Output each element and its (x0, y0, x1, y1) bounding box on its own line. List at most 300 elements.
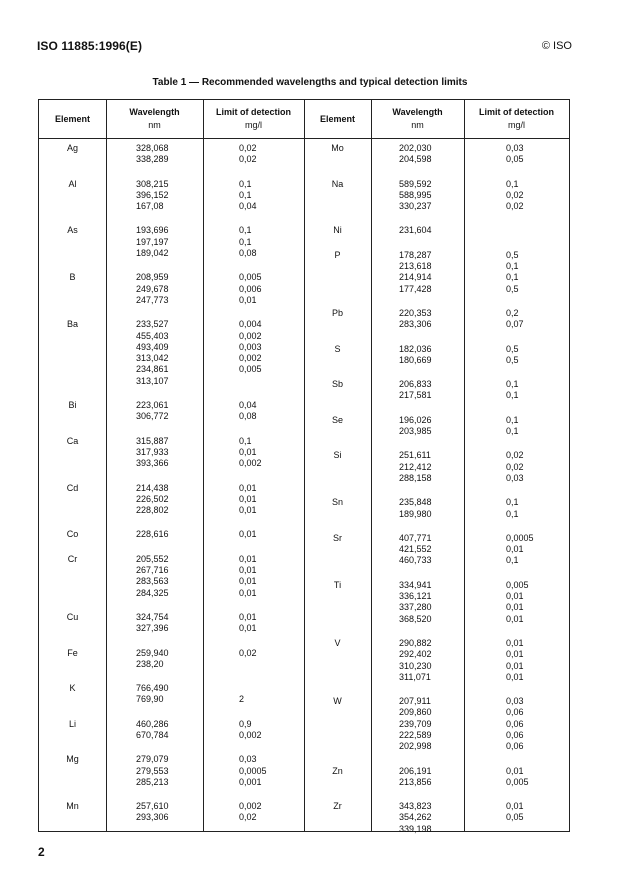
element-group (239, 400, 267, 423)
element-group (136, 719, 169, 742)
element-group (39, 801, 106, 824)
column-divider (464, 100, 465, 831)
element-group (39, 754, 106, 788)
element-group (239, 754, 267, 788)
element-group (239, 683, 267, 706)
wavelength-value: 233,527 (136, 319, 169, 330)
wavelength-value: 251,611 (399, 450, 431, 461)
element-group (506, 497, 534, 520)
detection-limit-value: 0,02 (239, 812, 257, 823)
wavelength-value: 293,306 (136, 812, 169, 823)
detection-limit-value: 0,01 (239, 505, 257, 516)
element-symbol: Zn (332, 765, 343, 776)
table-title: Table 1 — Recommended wavelengths and typical detection limits (152, 77, 468, 88)
detection-limit-value: 0,01 (239, 294, 257, 305)
element-group (399, 450, 432, 484)
element-symbol: Fe (67, 647, 78, 658)
wavelength-value: 182,036 (399, 343, 432, 354)
detection-limit-value: 0,01 (506, 765, 524, 776)
wavelength-value: 324,754 (136, 611, 169, 622)
element-symbol (304, 201, 371, 212)
detection-limits-table (38, 99, 570, 832)
element-symbol: Cd (66, 482, 79, 493)
detection-limit-value: 0,004 (239, 319, 262, 330)
detection-limit-value: 0,05 (506, 154, 524, 165)
detection-limit-value: 0,01 (239, 576, 257, 587)
detection-limit-value: 0,07 (506, 319, 524, 330)
wavelength-value: 279,079 (136, 754, 169, 765)
element-group (136, 554, 169, 599)
detection-limit-value: 0,9 (239, 718, 252, 729)
element-symbol (39, 190, 106, 201)
detection-limit-value: 0,1 (506, 426, 519, 437)
detection-limit-value: 0,01 (239, 623, 257, 634)
element-group (239, 801, 267, 824)
wavelength-value: 213,856 (399, 776, 432, 787)
detection-limit-value: 0,1 (506, 414, 519, 425)
element-group (239, 719, 267, 742)
detection-limit-value (239, 659, 267, 670)
page-number: 2 (38, 845, 45, 859)
wavelength-value: 189,042 (136, 248, 169, 259)
wavelength-value: 283,306 (399, 319, 432, 330)
wavelength-value: 257,610 (136, 801, 169, 812)
wavelength-value: 368,520 (399, 613, 432, 624)
wavelength-value: 231,604 (399, 225, 432, 236)
header-wavelength-unit: nm (411, 120, 424, 130)
header-wavelength-unit: nm (148, 120, 161, 130)
element-symbol (39, 623, 106, 634)
detection-limit-value: 0,08 (239, 248, 257, 259)
element-group (39, 436, 106, 470)
element-symbol (39, 730, 106, 741)
element-symbol: K (69, 683, 76, 694)
element-group (136, 400, 169, 423)
right-element-column (304, 143, 371, 848)
detection-limit-value: 0,01 (239, 482, 257, 493)
element-symbol (304, 284, 371, 295)
wavelength-value: 310,230 (399, 660, 432, 671)
detection-limit-value: 0,02 (239, 143, 257, 153)
element-symbol: Cu (66, 611, 79, 622)
element-symbol: V (334, 637, 341, 648)
element-symbol (39, 565, 106, 576)
element-group (136, 319, 169, 387)
element-symbol (304, 272, 371, 283)
detection-limit-value: 0,1 (239, 178, 252, 189)
detection-limit-value: 0,1 (239, 189, 252, 200)
element-group (136, 612, 169, 635)
element-group (239, 529, 267, 540)
element-group (399, 225, 432, 236)
element-group (239, 225, 267, 259)
element-group (39, 683, 106, 706)
wavelength-value: 196,026 (399, 414, 432, 425)
element-symbol: Bi (68, 400, 77, 411)
element-symbol (39, 353, 106, 364)
element-symbol (304, 730, 371, 741)
element-group (304, 801, 371, 835)
element-symbol (304, 426, 371, 437)
wavelength-value: 189,980 (399, 508, 432, 519)
right-limit-column (506, 143, 534, 848)
element-symbol (39, 576, 106, 587)
header-wavelength-label: Wavelength (392, 107, 443, 117)
element-symbol (304, 190, 371, 201)
element-symbol: Zr (333, 801, 342, 812)
wavelength-value: 217,581 (399, 390, 432, 401)
wavelength-value: 205,552 (136, 553, 169, 564)
wavelength-value: 328,068 (136, 143, 169, 153)
wavelength-value: 311,071 (399, 671, 431, 682)
wavelength-value: 202,030 (399, 143, 432, 153)
detection-limit-value: 0,03 (506, 472, 524, 483)
wavelength-value: 343,823 (399, 801, 432, 812)
element-group (304, 533, 371, 567)
detection-limit-value: 0,01 (239, 587, 257, 598)
wavelength-value: 407,771 (399, 532, 432, 543)
element-group (506, 696, 534, 752)
element-group (39, 612, 106, 635)
detection-limit-value: 0,1 (506, 379, 519, 390)
element-group (506, 766, 534, 789)
wavelength-value: 284,325 (136, 587, 169, 598)
element-group (506, 143, 534, 166)
detection-limit-value: 0,005 (506, 579, 529, 590)
element-group (304, 450, 371, 484)
element-symbol: Mn (66, 801, 79, 812)
element-group (136, 801, 169, 824)
element-group (506, 225, 534, 236)
element-symbol: Pb (331, 307, 343, 318)
element-group (304, 179, 371, 213)
detection-limit-value: 0,1 (506, 497, 519, 508)
element-symbol (304, 824, 371, 835)
element-symbol: Ni (333, 225, 342, 236)
detection-limit-value: 0,1 (506, 178, 519, 189)
detection-limit-value: 0,02 (239, 647, 257, 658)
element-symbol: Ti (333, 579, 342, 590)
detection-limit-value: 0,01 (239, 446, 257, 457)
wavelength-value: 203,985 (399, 426, 432, 437)
element-symbol (304, 319, 371, 330)
wavelength-value: 214,914 (399, 272, 432, 283)
detection-limit-value: 0,5 (506, 249, 519, 260)
wavelength-value: 167,08 (136, 201, 164, 212)
element-group (304, 143, 371, 166)
element-symbol (304, 812, 371, 823)
element-group (304, 580, 371, 625)
element-group (39, 719, 106, 742)
element-group (239, 143, 267, 166)
header-wavelength-label: Wavelength (129, 107, 180, 117)
detection-limit-value: 0,002 (239, 729, 262, 740)
detection-limit-value: 0,01 (239, 565, 257, 576)
detection-limit-value: 0,01 (506, 671, 524, 682)
detection-limit-value: 0,03 (239, 754, 257, 765)
element-symbol (304, 707, 371, 718)
detection-limit-value: 0,002 (239, 801, 262, 812)
detection-limit-value: 0,02 (239, 154, 257, 165)
wavelength-value: 288,158 (399, 472, 432, 483)
detection-limit-value: 0,1 (506, 390, 519, 401)
header-wavelength (371, 100, 464, 138)
element-group (506, 308, 534, 331)
detection-limit-value: 0,005 (239, 364, 262, 375)
element-group (136, 648, 169, 671)
detection-limit-value: 0,005 (506, 776, 529, 787)
element-symbol (39, 411, 106, 422)
element-group (399, 497, 432, 520)
element-symbol: Ba (66, 319, 78, 330)
wavelength-value: 220,353 (399, 307, 432, 318)
element-symbol (304, 602, 371, 613)
wavelength-value: 337,280 (399, 602, 432, 613)
element-group (239, 179, 267, 213)
element-group (39, 143, 106, 166)
header-wavelength (106, 100, 203, 138)
element-group (304, 379, 371, 402)
header-limit (203, 100, 304, 138)
detection-limit-value: 0,01 (239, 553, 257, 564)
element-group (39, 648, 106, 671)
detection-limit-value: 0,08 (239, 411, 257, 422)
element-group (399, 143, 432, 166)
header-element-label: Element (54, 113, 90, 124)
wavelength-value: 313,107 (136, 375, 169, 386)
wavelength-value: 354,262 (399, 812, 432, 823)
element-symbol: Sn (331, 497, 343, 508)
element-group (136, 143, 169, 166)
wavelength-value: 177,428 (399, 283, 432, 294)
element-group (304, 415, 371, 438)
element-symbol (304, 544, 371, 555)
element-symbol: Al (68, 178, 77, 189)
element-symbol (304, 462, 371, 473)
element-group (399, 580, 432, 625)
element-symbol (304, 261, 371, 272)
wavelength-value: 306,772 (136, 411, 169, 422)
wavelength-value: 223,061 (136, 400, 169, 411)
detection-limit-value: 0,06 (506, 741, 524, 752)
detection-limit-value: 0,02 (506, 201, 524, 212)
element-symbol: P (334, 249, 341, 260)
element-symbol (304, 355, 371, 366)
detection-limit-value: 0,01 (506, 649, 524, 660)
element-symbol (39, 201, 106, 212)
element-group (399, 766, 432, 789)
wavelength-value: 460,733 (399, 555, 432, 566)
element-symbol (39, 447, 106, 458)
element-group (399, 179, 432, 213)
element-group (39, 272, 106, 306)
detection-limit-value: 2 (239, 694, 245, 705)
element-group (506, 179, 534, 213)
wavelength-value: 212,412 (399, 461, 432, 472)
element-symbol (304, 614, 371, 625)
detection-limit-value: 0,01 (506, 602, 524, 613)
element-group (304, 766, 371, 789)
element-group (506, 250, 534, 295)
detection-limit-value: 0,5 (506, 283, 519, 294)
detection-limit-value: 0,01 (506, 591, 524, 602)
element-group (304, 344, 371, 367)
wavelength-value: 769,90 (136, 694, 164, 705)
wavelength-value: 249,678 (136, 283, 169, 294)
element-symbol (39, 494, 106, 505)
wavelength-value: 214,438 (136, 482, 169, 493)
element-group (399, 379, 432, 402)
detection-limit-value: 0,02 (506, 461, 524, 472)
detection-limit-value: 0,01 (239, 611, 257, 622)
wavelength-value: 315,887 (136, 435, 169, 446)
wavelength-value: 292,402 (399, 649, 432, 660)
element-symbol: Se (331, 414, 343, 425)
detection-limit-value: 0,01 (506, 544, 524, 555)
element-group (506, 379, 534, 402)
detection-limit-value: 0,001 (239, 776, 262, 787)
header-limit-label: Limit of detection (479, 107, 554, 117)
wavelength-value: 238,20 (136, 658, 164, 669)
wavelength-value: 589,592 (399, 178, 432, 189)
element-symbol (304, 649, 371, 660)
detection-limit-value: 0,005 (239, 272, 262, 283)
wavelength-value: 313,042 (136, 353, 169, 364)
wavelength-value: 235,848 (399, 497, 432, 508)
element-symbol: Ag (66, 143, 78, 153)
element-symbol: Ca (66, 435, 79, 446)
element-group (136, 436, 169, 470)
element-symbol: Sb (331, 379, 343, 390)
wavelength-value: 228,616 (136, 529, 169, 540)
detection-limit-value: 0,1 (506, 272, 519, 283)
element-group (136, 483, 169, 517)
wavelength-value: 213,618 (399, 261, 432, 272)
wavelength-value: 197,197 (136, 236, 169, 247)
element-group (239, 272, 267, 306)
element-symbol (39, 694, 106, 705)
element-group (239, 554, 267, 599)
element-group (399, 250, 432, 295)
column-divider (203, 100, 204, 831)
element-group (136, 529, 169, 540)
left-wavelength-column (136, 143, 169, 837)
element-group (399, 801, 432, 835)
wavelength-value: 207,911 (399, 696, 431, 707)
element-symbol: Li (68, 718, 76, 729)
detection-limit-value: 0,1 (506, 508, 519, 519)
element-group (399, 533, 432, 567)
wavelength-value: 766,490 (136, 683, 169, 694)
wavelength-value: 206,833 (399, 379, 432, 390)
wavelength-value: 204,598 (399, 154, 432, 165)
detection-limit-value: 0,002 (239, 353, 262, 364)
element-symbol (304, 591, 371, 602)
element-group (39, 483, 106, 517)
detection-limit-value: 0,06 (506, 729, 524, 740)
detection-limit-value: 0,002 (239, 330, 262, 341)
copyright-notice: © ISO (541, 40, 572, 52)
element-group (136, 683, 169, 706)
element-group (506, 580, 534, 625)
element-group (39, 319, 106, 387)
wavelength-value: 209,860 (399, 707, 432, 718)
detection-limit-value: 0,06 (506, 718, 524, 729)
wavelength-value: 588,995 (399, 189, 432, 200)
wavelength-value: 259,940 (136, 647, 169, 658)
detection-limit-value: 0,003 (239, 341, 262, 352)
element-symbol: Co (66, 529, 79, 540)
element-symbol (304, 473, 371, 484)
element-symbol: Si (333, 450, 342, 461)
element-group (304, 696, 371, 752)
element-group (304, 638, 371, 683)
element-symbol: S (334, 343, 341, 354)
column-divider (106, 100, 107, 831)
element-symbol (304, 390, 371, 401)
wavelength-value: 202,998 (399, 741, 432, 752)
detection-limit-value: 0,1 (506, 261, 519, 272)
header-element (304, 100, 371, 138)
detection-limit-value (506, 225, 534, 236)
element-symbol: Sr (333, 532, 342, 543)
detection-limit-value: 0,04 (239, 201, 257, 212)
element-group (506, 638, 534, 683)
element-group (136, 272, 169, 306)
element-group (399, 344, 432, 367)
element-symbol (39, 154, 106, 165)
left-element-column (39, 143, 106, 837)
element-group (39, 225, 106, 259)
wavelength-value: 247,773 (136, 294, 169, 305)
wavelength-value: 670,784 (136, 729, 169, 740)
detection-limit-value: 0,5 (506, 343, 519, 354)
element-group (506, 533, 534, 567)
wavelength-value: 208,959 (136, 272, 169, 283)
detection-limit-value: 0,04 (239, 400, 257, 411)
element-symbol (39, 237, 106, 248)
element-group (239, 319, 267, 387)
detection-limit-value: 0,006 (239, 283, 262, 294)
detection-limit-value (239, 683, 267, 694)
element-symbol (39, 295, 106, 306)
wavelength-value: 336,121 (399, 591, 432, 602)
wavelength-value: 193,696 (136, 225, 169, 236)
element-group (239, 436, 267, 470)
element-group (136, 179, 169, 213)
element-group (136, 754, 169, 788)
element-group (304, 225, 371, 236)
element-symbol (39, 248, 106, 259)
detection-limit-value: 0,1 (239, 236, 252, 247)
element-symbol (304, 777, 371, 788)
detection-limit-value: 0,01 (239, 529, 257, 540)
element-symbol: Cr (67, 553, 78, 564)
element-symbol (304, 555, 371, 566)
detection-limit-value: 0,2 (506, 307, 519, 318)
wavelength-value: 334,941 (399, 579, 432, 590)
element-group (304, 250, 371, 295)
header-limit (464, 100, 569, 138)
element-group (399, 308, 432, 331)
detection-limit-value (506, 824, 534, 835)
element-symbol (304, 672, 371, 683)
element-group (239, 483, 267, 517)
right-wavelength-column (399, 143, 432, 848)
element-symbol (39, 505, 106, 516)
element-group (39, 529, 106, 540)
wavelength-value: 228,802 (136, 505, 169, 516)
